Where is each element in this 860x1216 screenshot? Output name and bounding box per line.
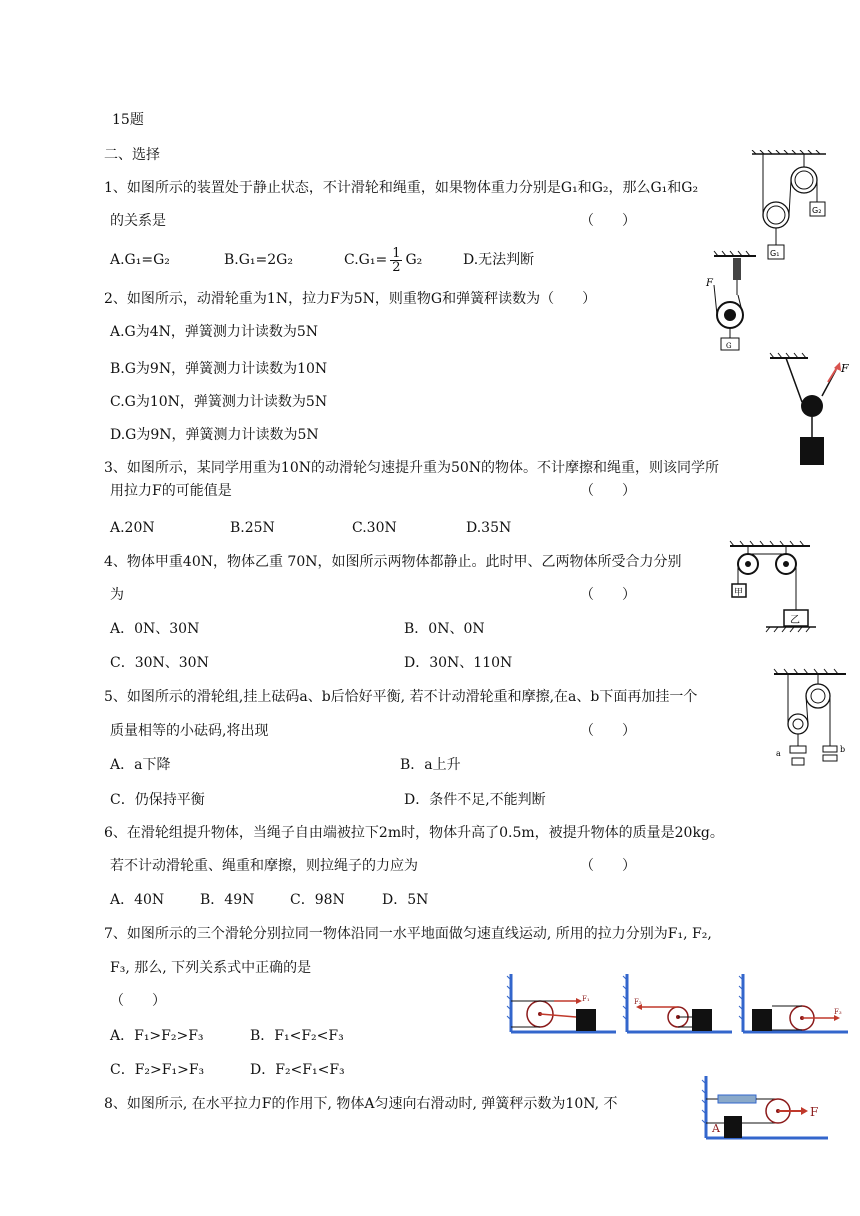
q7-figure-3 bbox=[738, 972, 850, 1038]
q6-paren: （ ） bbox=[580, 858, 636, 874]
q1-option-c bbox=[344, 243, 422, 277]
q7-fig-f3-label: F₃ bbox=[834, 1008, 842, 1016]
q7-figure-2 bbox=[622, 972, 734, 1038]
q1-line2: 的关系是 bbox=[110, 213, 166, 229]
q4-option-b: B．0N、0N bbox=[404, 621, 485, 637]
q6-option-d: D．5N bbox=[382, 892, 429, 908]
q6-line1: 6、在滑轮组提升物体，当绳子自由端被拉下2m时，物体升高了0.5m，被提升物体的质量是20kg。 bbox=[104, 825, 724, 841]
q5-option-d: D．条件不足,不能判断 bbox=[404, 792, 546, 808]
q3-line1: 3、如图所示，某同学用重为10N的动滑轮匀速提升重为50N的物体。不计摩擦和绳重，则该同学所 bbox=[104, 460, 720, 476]
q1-figure bbox=[748, 150, 828, 265]
q2-fig-g-label: G bbox=[726, 342, 732, 350]
q7-figure-1 bbox=[506, 972, 618, 1038]
q1-option-b: B.G₁=2G₂ bbox=[224, 252, 293, 268]
q6-option-b: B．49N bbox=[200, 892, 255, 908]
section-title: 二、选择 bbox=[104, 147, 160, 163]
q5-paren: （ ） bbox=[580, 723, 636, 739]
q1-option-d: D.无法判断 bbox=[463, 252, 535, 268]
q3-fig-f-label: F bbox=[841, 362, 849, 375]
q7-option-c: C．F₂>F₁>F₃ bbox=[110, 1062, 205, 1078]
q2-option-c: C.G为10N，弹簧测力计读数为5N bbox=[110, 394, 328, 410]
q2-option-a: A.G为4N，弹簧测力计读数为5N bbox=[110, 324, 319, 340]
q7-option-d: D．F₂<F₁<F₃ bbox=[250, 1062, 345, 1078]
q5-figure bbox=[770, 668, 850, 774]
q3-option-b: B.25N bbox=[230, 520, 275, 536]
q1-paren: （ ） bbox=[580, 213, 636, 229]
q4-option-a: A．0N、30N bbox=[110, 621, 200, 637]
q7-fig-f2-label: F₂ bbox=[634, 998, 642, 1006]
q7-line1: 7、如图所示的三个滑轮分别拉同一物体沿同一水平地面做匀速直线运动, 所用的拉力分别为F₁, F₂, bbox=[104, 926, 712, 942]
q1-option-c-suffix: G₂ bbox=[405, 252, 423, 268]
q4-fig-yi-label: 乙 bbox=[790, 615, 800, 626]
q6-line2: 若不计动滑轮重、绳重和摩擦，则拉绳子的力应为 bbox=[110, 858, 418, 874]
q5-line2: 质量相等的小砝码,将出现 bbox=[110, 723, 269, 739]
q5-option-a: A．a下降 bbox=[110, 757, 171, 773]
q6-option-c: C．98N bbox=[290, 892, 345, 908]
q1-option-a: A.G₁=G₂ bbox=[110, 252, 170, 268]
q2-fig-f-label: F bbox=[706, 278, 713, 289]
q8-fig-f-label: F bbox=[810, 1105, 819, 1119]
q2-option-d: D.G为9N，弹簧测力计读数为5N bbox=[110, 427, 319, 443]
q1-fig-g1-label: G₁ bbox=[770, 249, 780, 258]
q5-fig-a-label: a bbox=[776, 749, 781, 758]
q3-option-c: C.30N bbox=[352, 520, 397, 536]
q7-paren: （ ） bbox=[110, 993, 166, 1009]
q5-option-b: B．a上升 bbox=[400, 757, 461, 773]
q4-line1: 4、物体甲重40N，物体乙重 70N，如图所示两物体都静止。此时甲、乙两物体所受合力分别 bbox=[104, 554, 682, 570]
q2-figure bbox=[700, 250, 760, 355]
q8-line1: 8、如图所示, 在水平拉力F的作用下, 物体A匀速向右滑动时, 弹簧秤示数为10N, 不 bbox=[104, 1096, 618, 1112]
q2-option-b: B.G为9N，弹簧测力计读数为10N bbox=[110, 361, 328, 377]
q4-option-d: D．30N、110N bbox=[404, 655, 513, 671]
q3-option-a: A.20N bbox=[110, 520, 155, 536]
q3-line2: 用拉力F的可能值是 bbox=[110, 483, 232, 499]
q7-line2: F₃, 那么, 下列关系式中正确的是 bbox=[110, 960, 312, 976]
q5-option-c: C．仍保持平衡 bbox=[110, 792, 205, 808]
q1-fig-g2-label: G₂ bbox=[812, 206, 822, 215]
q2-line1: 2、如图所示，动滑轮重为1N，拉力F为5N，则重物G和弹簧秤读数为（ ） bbox=[104, 291, 597, 307]
q5-line1: 5、如图所示的滑轮组,挂上砝码a、b后恰好平衡, 若不计动滑轮重和摩擦,在a、b下面再加挂一个 bbox=[104, 689, 698, 705]
q1-frac-num: 1 bbox=[392, 245, 401, 261]
q7-option-a: A．F₁>F₂>F₃ bbox=[110, 1028, 204, 1044]
q1-line1: 1、如图所示的装置处于静止状态，不计滑轮和绳重，如果物体重力分别是G₁和G₂，那么G₁和G₂ bbox=[104, 180, 699, 196]
q4-option-c: C．30N、30N bbox=[110, 655, 209, 671]
q3-option-d: D.35N bbox=[466, 520, 512, 536]
q8-figure bbox=[700, 1074, 830, 1144]
q6-option-a: A．40N bbox=[110, 892, 165, 908]
q5-fig-b-label: b bbox=[840, 745, 846, 754]
q4-paren: （ ） bbox=[580, 587, 636, 603]
q3-figure bbox=[768, 352, 852, 470]
q4-fig-jia-label: 甲 bbox=[734, 588, 744, 598]
q3-paren: （ ） bbox=[580, 483, 636, 499]
q7-fig-f1-label: F₁ bbox=[582, 995, 590, 1003]
q4-figure bbox=[726, 540, 818, 635]
q1-frac-den: 2 bbox=[392, 259, 401, 275]
q8-fig-a-label: A bbox=[712, 1122, 720, 1135]
q4-line2: 为 bbox=[110, 587, 124, 603]
q7-option-b: B．F₁<F₂<F₃ bbox=[250, 1028, 344, 1044]
top-label: 15题 bbox=[112, 112, 144, 128]
q1-fraction bbox=[390, 247, 402, 274]
q1-option-c-prefix: C.G₁= bbox=[344, 252, 388, 268]
